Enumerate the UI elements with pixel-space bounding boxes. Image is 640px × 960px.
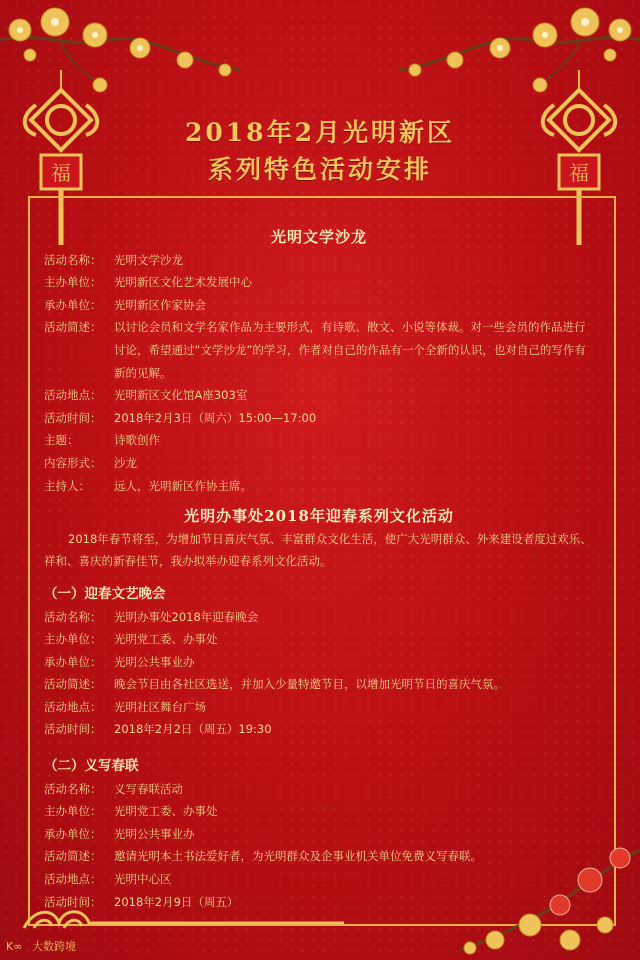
info-value: 晚会节目由各社区选送，并加入少量特邀节目，以增加光明节日的喜庆气氛。 bbox=[114, 677, 505, 692]
info-label: 活动简述： bbox=[44, 849, 102, 864]
info-value: 光明公共事业办 bbox=[114, 654, 195, 669]
info-label: 承办单位： bbox=[44, 297, 102, 312]
watermark bbox=[6, 938, 76, 954]
svg-text:福: 福 bbox=[569, 161, 589, 185]
info-row bbox=[44, 475, 594, 498]
info-value: 2018年2月3日（周六）15:00—17:00 bbox=[114, 410, 317, 425]
info-value: 光明新区作家协会 bbox=[114, 297, 206, 312]
info-label: 主办单位： bbox=[44, 632, 102, 647]
info-value: 诗歌创作 bbox=[114, 433, 160, 448]
info-value: 光明公共事业办 bbox=[114, 826, 195, 841]
info-value: 2018年2月9日（周五） bbox=[114, 894, 239, 909]
info-value: 光明党工委、办事处 bbox=[114, 804, 218, 819]
watermark-text: 大数跨境 bbox=[32, 940, 76, 953]
info-label: 主办单位： bbox=[44, 804, 102, 819]
info-value: 光明社区舞台广场 bbox=[114, 699, 206, 714]
info-label: 承办单位： bbox=[44, 654, 102, 669]
info-label: 活动名称： bbox=[44, 609, 102, 624]
info-row bbox=[44, 606, 594, 629]
page-title-line1: 2018年2月光明新区 bbox=[185, 118, 455, 147]
info-label: 活动名称： bbox=[44, 252, 102, 267]
info-value: 光明中心区 bbox=[114, 872, 172, 887]
info-value: 光明办事处2018年迎春晚会 bbox=[114, 609, 259, 624]
info-row bbox=[44, 673, 594, 696]
info-label: 活动简述： bbox=[44, 320, 102, 335]
info-row bbox=[44, 696, 594, 719]
sub1-rows bbox=[44, 606, 594, 742]
svg-text:福: 福 bbox=[51, 161, 71, 185]
info-label: 活动地点： bbox=[44, 872, 102, 887]
section2-intro: 2018年春节将至，为增加节日喜庆气氛、丰富群众文化生活，使广大光明群众、外来建设者度过欢乐、祥和、喜庆的新春佳节，我办拟举办迎春系列文化活动。 bbox=[44, 531, 592, 569]
info-row bbox=[44, 778, 594, 801]
info-row bbox=[44, 407, 594, 430]
info-row bbox=[44, 429, 594, 452]
sub2-heading: （二）义写春联 bbox=[44, 758, 139, 775]
info-row bbox=[44, 384, 594, 407]
info-value: 光明新区文化艺术发展中心 bbox=[114, 275, 252, 290]
info-row bbox=[44, 718, 594, 741]
plum-blossom-icon bbox=[450, 830, 640, 960]
info-label: 活动时间： bbox=[44, 722, 102, 737]
info-value: 邀请光明本土书法爱好者，为光明群众及企事业机关单位免费义写春联。 bbox=[114, 849, 482, 864]
info-label: 活动地点： bbox=[44, 388, 102, 403]
svg-text:K∞: K∞ bbox=[6, 940, 23, 953]
info-value: 沙龙 bbox=[114, 455, 137, 470]
info-label: 活动名称： bbox=[44, 781, 102, 796]
info-row bbox=[44, 271, 594, 294]
info-row bbox=[44, 452, 594, 475]
info-value: 光明新区文化馆A座303室 bbox=[114, 388, 248, 403]
section2-heading: 光明办事处2018年迎春系列文化活动 bbox=[184, 507, 454, 526]
auspicious-cloud-icon bbox=[14, 898, 354, 938]
info-row bbox=[44, 800, 594, 823]
info-row bbox=[44, 316, 594, 384]
info-row bbox=[44, 651, 594, 674]
info-value: 远人，光明新区作协主席。 bbox=[114, 478, 252, 493]
info-label: 主题： bbox=[44, 433, 79, 448]
section1-rows bbox=[44, 249, 594, 498]
info-label: 活动简述： bbox=[44, 677, 102, 692]
sub1-heading: （一）迎春文艺晚会 bbox=[44, 585, 166, 602]
info-label: 活动时间： bbox=[44, 410, 102, 425]
info-row bbox=[44, 249, 594, 272]
info-value: 光明党工委、办事处 bbox=[114, 632, 218, 647]
info-value: 光明文学沙龙 bbox=[114, 252, 183, 267]
info-row bbox=[44, 294, 594, 317]
info-value: 2018年2月2日（周五）19:30 bbox=[114, 722, 272, 737]
info-label: 主持人： bbox=[44, 478, 90, 493]
info-row bbox=[44, 628, 594, 651]
logo-icon bbox=[6, 939, 28, 953]
info-value: 义写春联活动 bbox=[114, 781, 183, 796]
section1-heading: 光明文学沙龙 bbox=[270, 228, 367, 246]
info-label: 主办单位： bbox=[44, 275, 102, 290]
info-label: 活动地点： bbox=[44, 699, 102, 714]
info-label: 活动时间： bbox=[44, 894, 102, 909]
info-value: 以讨论会员和文学名家作品为主要形式，有诗歌、散文、小说等体裁。对一些会员的作品进行讨论，希望通过“文学沙龙”的学习，作者对自己的作品有一个全新的认识，也对自己的写作有新的见解。 bbox=[114, 320, 586, 380]
page-title-line2: 系列特色活动安排 bbox=[207, 155, 432, 184]
content-body bbox=[44, 226, 594, 913]
info-label: 承办单位： bbox=[44, 826, 102, 841]
info-label: 内容形式： bbox=[44, 455, 102, 470]
